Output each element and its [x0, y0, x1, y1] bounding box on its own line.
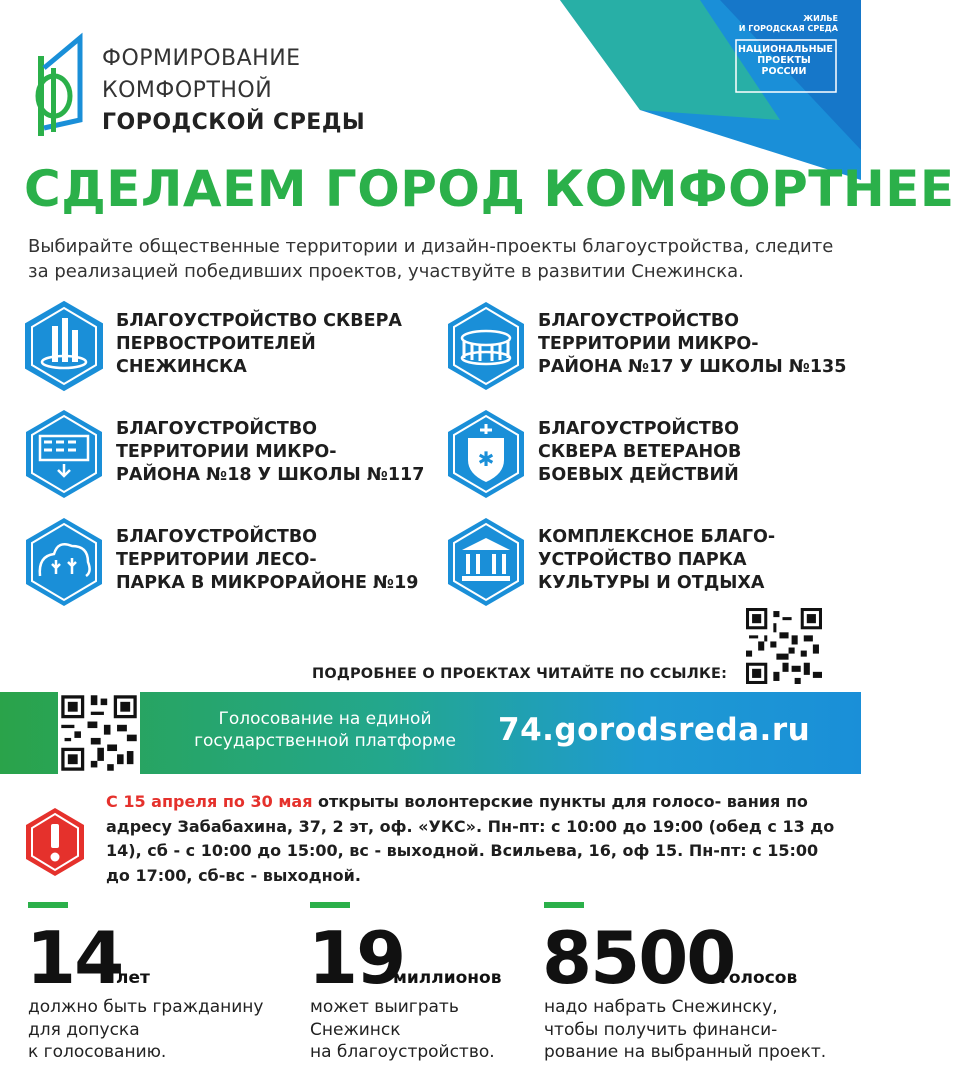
intro-text: Выбирайте общественные территории и дизайн-проекты благоустройства, следите за реализацией победивших проектов, участвуйте в развитии Снежинска.	[28, 236, 834, 282]
building-icon	[24, 300, 104, 392]
stat-description: надо набрать Снежинску, чтобы получить финанси- рование на выбранный проект.	[544, 997, 827, 1062]
logo-icon	[24, 28, 86, 138]
stat-divider	[544, 902, 584, 908]
stat-number: 19	[308, 916, 405, 1000]
project-item	[446, 516, 846, 608]
museum-icon	[446, 516, 526, 608]
house-icon	[24, 408, 104, 500]
project-title: БЛАГОУСТРОЙСТВО ТЕРРИТОРИИ МИКРО- РАЙОНА №17 У ШКОЛЫ №135	[538, 311, 847, 377]
volunteer-notice	[106, 790, 846, 888]
project-item	[446, 408, 846, 500]
stat-description: может выиграть Снежинск на благоустройство.	[310, 997, 495, 1062]
forest-icon	[24, 516, 104, 608]
project-title: БЛАГОУСТРОЙСТВО ТЕРРИТОРИИ ЛЕСО- ПАРКА В МИКРОРАЙОНЕ №19	[116, 527, 419, 593]
svg-text:✱: ✱	[477, 447, 495, 471]
project-title: БЛАГОУСТРОЙСТВО СКВЕРА ПЕРВОСТРОИТЕЛЕЙ СНЕЖИНСКА	[116, 311, 402, 377]
stat-divider	[310, 902, 350, 908]
notice-dates: С 15 апреля по 30 мая	[106, 792, 313, 811]
national-projects-badge	[738, 14, 838, 88]
logo-line-1: ФОРМИРОВАНИЕ	[102, 46, 301, 71]
stat-divider	[28, 902, 68, 908]
voting-url-link[interactable]: 74.gorodsreda.ru	[498, 712, 811, 748]
logo-line-3: ГОРОДСКОЙ СРЕДЫ	[102, 110, 366, 135]
stat-unit: голосов	[720, 968, 798, 988]
fountain-icon	[446, 300, 526, 392]
notice-body: открыты волонтерские пункты для голосо- вания по адресу Забабахина, 37, 2 эт, оф. «УКС». Пн-пт: с 10:00 до 19:00 (обед с 13 до 14), сб - с 10:00 до 15:00, вс - выходной. Всильева, 16, оф 15. Пн-пт: с 15:00 до 17:00, сб-вс - выходной.	[106, 792, 835, 885]
project-item	[24, 408, 424, 500]
more-info-link[interactable]: ПОДРОБНЕЕ О ПРОЕКТАХ ЧИТАЙТЕ ПО ССЫЛКЕ:	[312, 666, 728, 682]
voting-text: Голосование на единой государственной платформе	[194, 709, 456, 751]
stat-description: должно быть гражданину для допуска к голосованию.	[28, 997, 264, 1062]
stat-number: 14	[26, 916, 123, 1000]
stat-number: 8500	[542, 916, 735, 1000]
shield-icon	[446, 408, 526, 500]
headline: СДЕЛАЕМ ГОРОД КОМФОРТНЕЕ	[24, 160, 955, 218]
stat-unit: миллионов	[393, 968, 502, 988]
qr-code-projects[interactable]	[746, 608, 822, 684]
project-item	[24, 516, 424, 608]
project-title: БЛАГОУСТРОЙСТВО ТЕРРИТОРИИ МИКРО- РАЙОНА №18 У ШКОЛЫ №117	[116, 419, 425, 485]
project-title: БЛАГОУСТРОЙСТВО СКВЕРА ВЕТЕРАНОВ БОЕВЫХ ДЕЙСТВИЙ	[538, 419, 742, 485]
project-item	[446, 300, 846, 392]
qr-code-voting[interactable]	[58, 692, 140, 774]
badge-main-text: НАЦИОНАЛЬНЫЕ ПРОЕКТЫ РОССИИ	[738, 44, 833, 77]
badge-top-text: ЖИЛЬЕ И ГОРОДСКАЯ СРЕДА	[738, 14, 838, 33]
project-title: КОМПЛЕКСНОЕ БЛАГО- УСТРОЙСТВО ПАРКА КУЛЬТУРЫ И ОТДЫХА	[538, 527, 776, 593]
stat-unit: лет	[116, 968, 150, 988]
alert-icon	[24, 806, 86, 878]
logo-line-2: КОМФОРТНОЙ	[102, 78, 273, 103]
project-item	[24, 300, 424, 392]
